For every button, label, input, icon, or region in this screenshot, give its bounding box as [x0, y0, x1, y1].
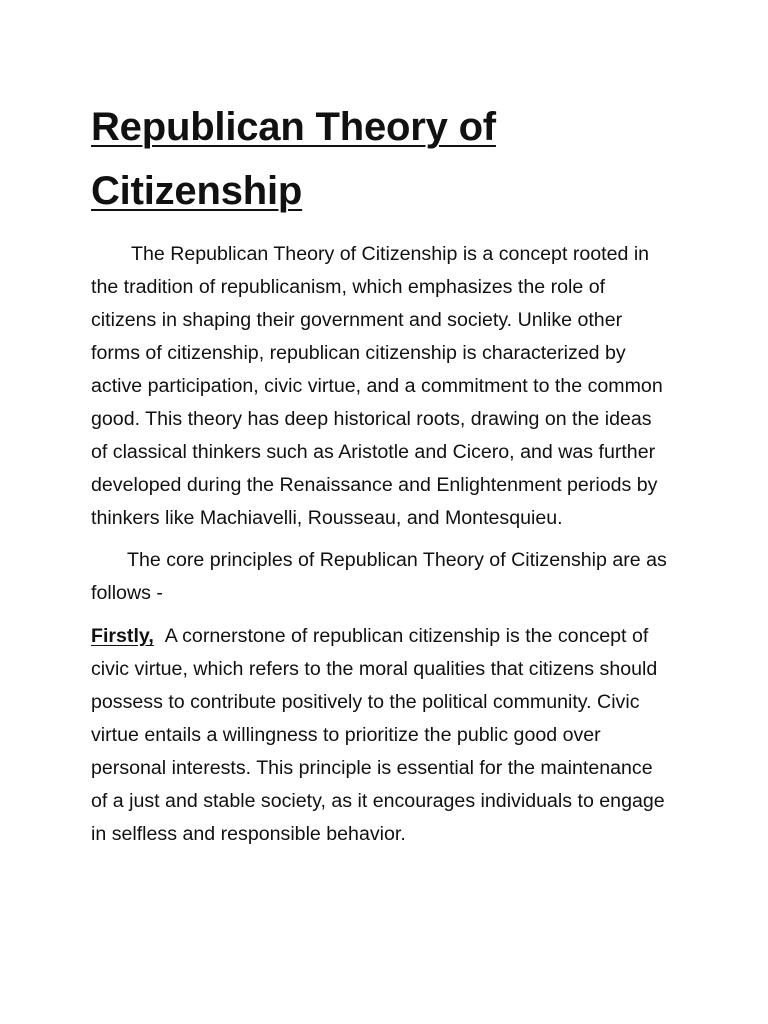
page-title: Republican Theory of Citizenship [91, 105, 496, 213]
first-principle-paragraph [91, 620, 671, 851]
intro-paragraph [91, 238, 671, 535]
document-page [91, 95, 671, 851]
first-principle-text: A cornerstone of republican citizenship is the concept of civic virtue, which refers to the moral qualities that citizens should possess to contribute positively to the political community. Civic virtue entails a willingness to prioritize the public good over personal interests. This principle is essential for the maintenance of a just and stable society, as it encourages individuals to engage in selfless and responsible behavior. [91, 625, 665, 845]
principles-intro-text: The core principles of Republican Theory of Citizenship are as follows - [91, 549, 667, 604]
intro-paragraph-text: The Republican Theory of Citizenship is a concept rooted in the tradition of republicanism, which emphasizes the role of citizens in shaping their government and society. Unlike other forms of citizenship, republican citizenship is characterized by active participation, civic virtue, and a commitment to the common good. This theory has deep historical roots, drawing on the ideas of classical thinkers such as Aristotle and Cicero, and was further developed during the Renaissance and Enlightenment periods by thinkers like Machiavelli, Rousseau, and Montesquieu. [91, 243, 663, 529]
principles-intro-paragraph [91, 544, 671, 610]
first-principle-lead: Firstly, [91, 625, 154, 647]
